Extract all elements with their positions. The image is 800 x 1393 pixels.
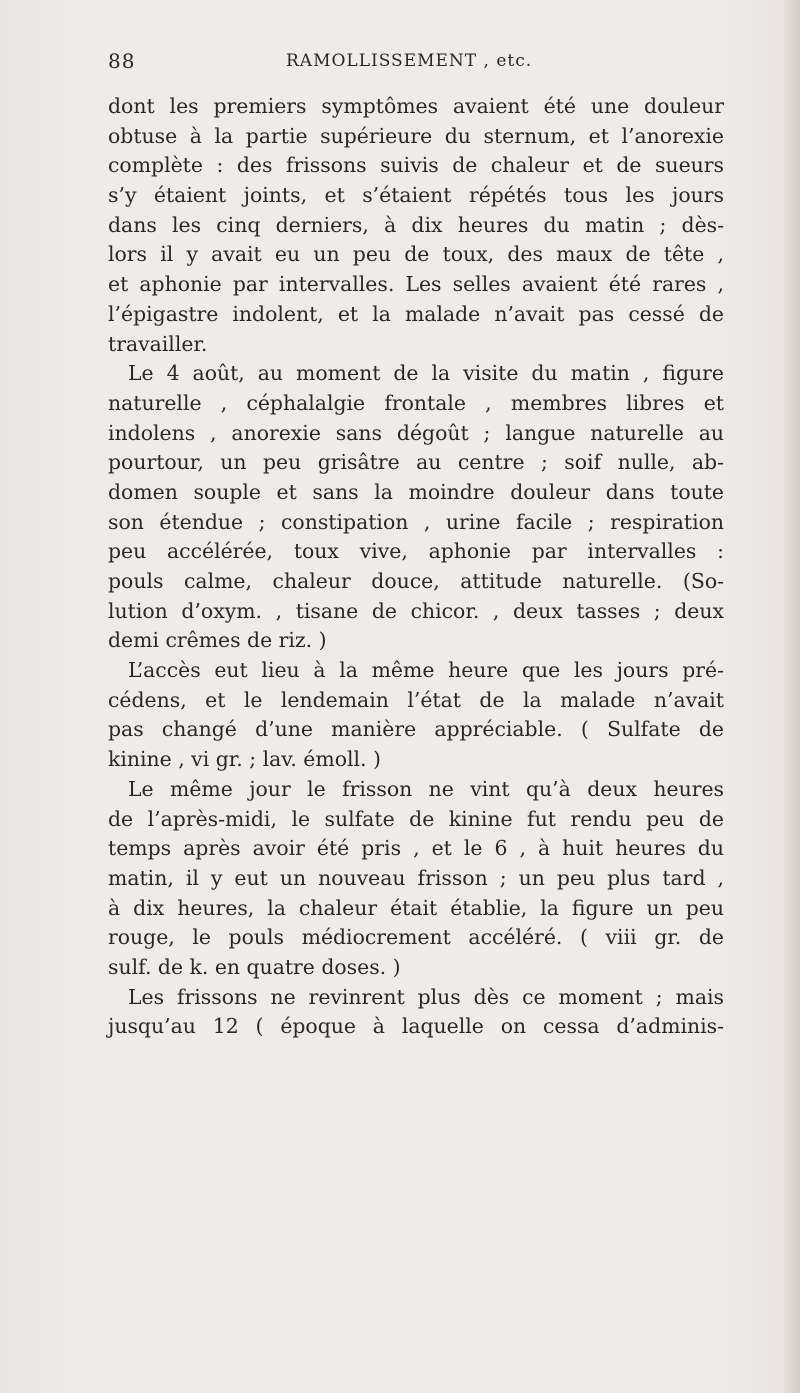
text-line: complète : des frissons suivis de chaleur et de sueurs (108, 153, 724, 178)
page-header (108, 49, 728, 79)
text-line: rouge, le pouls médiocrement accéléré. ( viii gr. de (108, 925, 724, 950)
text-line: pourtour, un peu grisâtre au centre ; soif nulle, ab- (108, 450, 724, 475)
text-line: Le même jour le frisson ne vint qu’à deux heures (128, 776, 724, 801)
text-line: peu accélérée, toux vive, aphonie par intervalles : (108, 539, 724, 564)
text-line: jusqu’au 12 ( époque à laquelle on cessa d’adminis- (108, 1014, 724, 1039)
text-line: cédens, et le lendemain l’état de la malade n’avait (108, 687, 724, 712)
text-line: naturelle , céphalalgie frontale , membres libres et (108, 390, 724, 415)
page-number: 88 (108, 49, 136, 73)
body-text (108, 92, 724, 1042)
text-line: domen souple et sans la moindre douleur dans toute (108, 479, 724, 504)
text-line: et aphonie par intervalles. Les selles avaient été rares , (108, 272, 724, 297)
text-line: pouls calme, chaleur douce, attitude naturelle. (So- (108, 569, 724, 593)
text-line: obtuse à la partie supérieure du sternum, et l’anorexie (108, 123, 724, 148)
text-line: lution d’oxym. , tisane de chicor. , deux tasses ; deux (108, 598, 724, 623)
text-line: à dix heures, la chaleur était établie, la figure un peu (108, 895, 724, 920)
text-line: sulf. de k. en quatre doses. ) (108, 954, 401, 979)
text-line: temps après avoir été pris , et le 6 , à huit heures du (108, 836, 724, 861)
text-line: demi crêmes de riz. ) (108, 628, 327, 653)
text-line: dont les premiers symptômes avaient été une douleur (108, 94, 724, 118)
text-line: L’accès eut lieu à la même heure que les jours pré- (128, 658, 724, 683)
text-line: matin, il y eut un nouveau frisson ; un peu plus tard , (108, 865, 724, 890)
text-line: pas changé d’une manière appréciable. ( Sulfate de (108, 717, 724, 742)
text-line: de l’après-midi, le sulfate de kinine fut rendu peu de (108, 806, 724, 831)
text-line: l’épigastre indolent, et la malade n’avait pas cessé de (108, 301, 724, 326)
text-line: son étendue ; constipation , urine facile ; respiration (108, 509, 724, 534)
page-edge-shadow (782, 0, 800, 1393)
text-line: Le 4 août, au moment de la visite du matin , figure (128, 361, 724, 386)
text-line: lors il y avait eu un peu de toux, des maux de tête , (108, 242, 724, 267)
text-line: s’y étaient joints, et s’étaient répétés tous les jours (108, 183, 724, 208)
text-line: travailler. (108, 331, 208, 356)
text-line: indolens , anorexie sans dégoût ; langue naturelle au (108, 420, 724, 445)
text-line: kinine , vi gr. ; lav. émoll. ) (108, 747, 381, 772)
text-line: Les frissons ne revinrent plus dès ce moment ; mais (128, 984, 724, 1009)
text-line: dans les cinq derniers, à dix heures du matin ; dès- (108, 212, 724, 237)
running-head: RAMOLLISSEMENT , etc. (286, 51, 533, 71)
